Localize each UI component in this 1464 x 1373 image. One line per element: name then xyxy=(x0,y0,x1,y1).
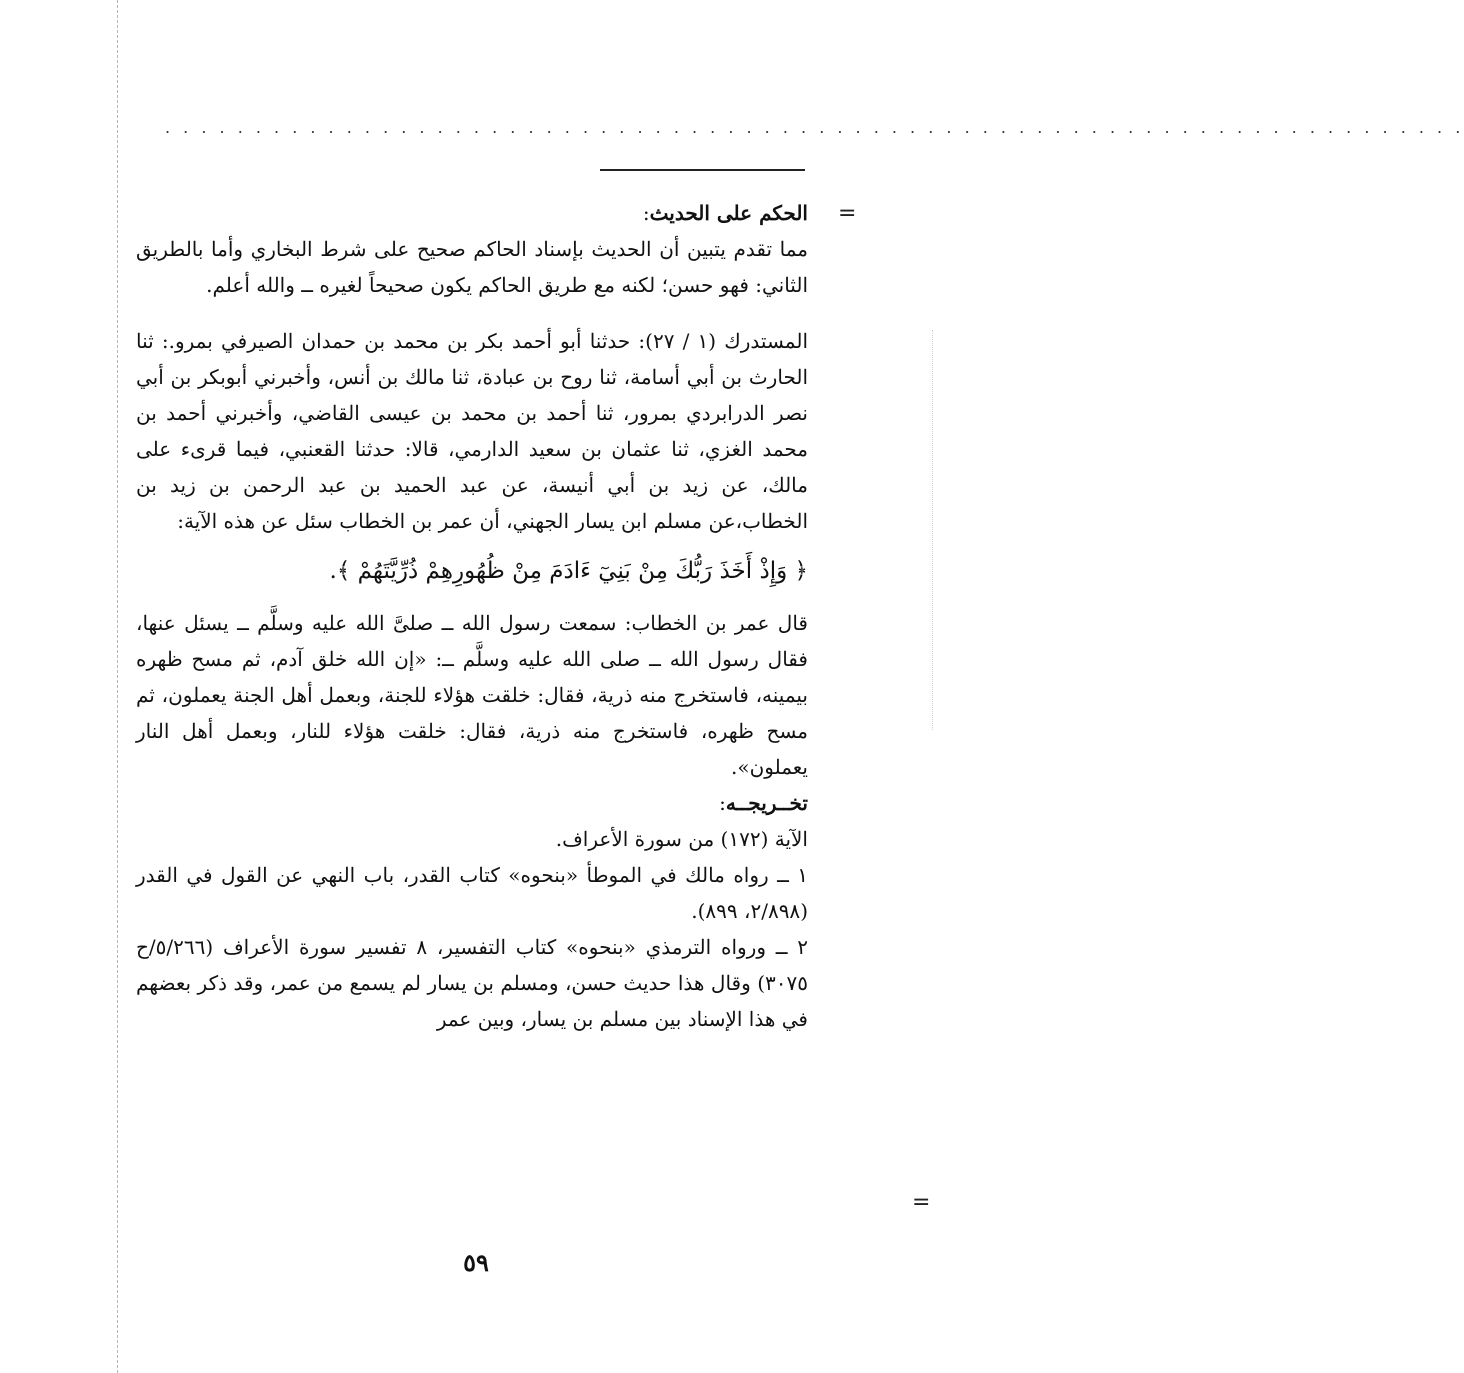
mustadrak-paragraph: المستدرك (١ / ٢٧): حدثنا أبو أحمد بكر بن محمد بن حمدان الصيرفي بمرو.: ثنا الحارث بن أبي أسامة، ثنا روح بن عبادة، ثنا مالك بن أنس، وأخبرني أبوبكر بن أبي نصر الدرابردي بمرور، ثنا أحمد بن محمد بن عيسى القاضي، وأخبرني أحمد بن محمد الغزي، ثنا عثمان بن سعيد الدارمي، قالا: حدثنا القعنبي، فيما قرىء على مالك، عن زيد بن أبي أنيسة، عن عبد الحميد بن عبد الرحمن بن زيد بن الخطاب،عن مسلم ابن يسار الجهني، أن عمر بن الخطاب سئل عن هذه الآية: xyxy=(136,329,809,533)
hadith-paragraph: قال عمر بن الخطاب: سمعت رسول الله ــ صلىَّ الله عليه وسلَّم ــ يسئل عنها، فقال رسول الله ــ صلى الله عليه وسلَّم ــ: «إن الله خلق آدم، ثم مسح ظهره بيمينه، فاستخرج منه ذرية، فقال: خلقت هؤلاء للجنة، وبعمل أهل الجنة يعملون، ثم مسح ظهره، فاستخرج منه ذرية، فقال: خلقت هؤلاء للنار، وبعمل أهل النار يعملون». xyxy=(136,611,808,779)
takhrij-heading-colon: : xyxy=(719,791,726,815)
ruling-heading-text: الحكم على الحديث xyxy=(649,201,808,225)
right-margin-line xyxy=(932,330,933,730)
ruling-paragraph: مما تقدم يتبين أن الحديث بإسناد الحاكم صحيح على شرط البخاري وأما بالطريق الثاني: فهو حسن؛ لكنه مع طريق الحاكم يكون صحيحاً لغيره ــ والله أعلم. xyxy=(136,237,808,297)
ruling-heading xyxy=(136,195,808,231)
ruling-heading-colon: : xyxy=(642,201,650,225)
continuation-mark-top: = xyxy=(838,201,857,226)
quran-verse: ﴿ وَإِذْ أَخَذَ رَبُّكَ مِنْ بَنِيٓ ءَادَمَ مِنْ ظُهُورِهِمْ ذُرِّيَّتَهُمْ ﴾. xyxy=(329,558,808,584)
continuation-mark-bottom: = xyxy=(912,1190,931,1215)
takhrij-line-verse-ref: الآية (١٧٢) من سورة الأعراف. xyxy=(555,827,808,851)
page-binding-line xyxy=(117,0,118,1373)
takhrij-heading xyxy=(136,785,808,821)
takhrij-heading-text: تخــريجــه xyxy=(725,791,808,815)
footnote-rule xyxy=(600,169,805,171)
paragraph-gap xyxy=(136,303,808,323)
takhrij-line-tirmidhi: ٢ ــ ورواه الترمذي «بنحوه» كتاب التفسير، ٨ تفسير سورة الأعراف (٥/٢٦٦/ح ٣٠٧٥) وقال هذا حديث حسن، ومسلم بن يسار لم يسمع من عمر، وقد ذكر بعضهم في هذا الإسناد بين مسلم بن يسار، وبين عمر xyxy=(136,935,809,1031)
takhrij-line-malik: ١ ــ رواه مالك في الموطأ «بنحوه» كتاب القدر، باب النهي عن القول في القدر (٢/٨٩٨، ٨٩٩). xyxy=(136,863,808,923)
page-body xyxy=(136,195,808,1037)
page-number: ٥٩ xyxy=(463,1248,489,1277)
dotted-separator: . . . . . . . . . . . . . . . . . . . . . . . . . . . . . . . . . . . . . . . . . . . . . . . . . . . . . . . . . . . . . . . . . . . . . . . . xyxy=(165,118,1464,137)
